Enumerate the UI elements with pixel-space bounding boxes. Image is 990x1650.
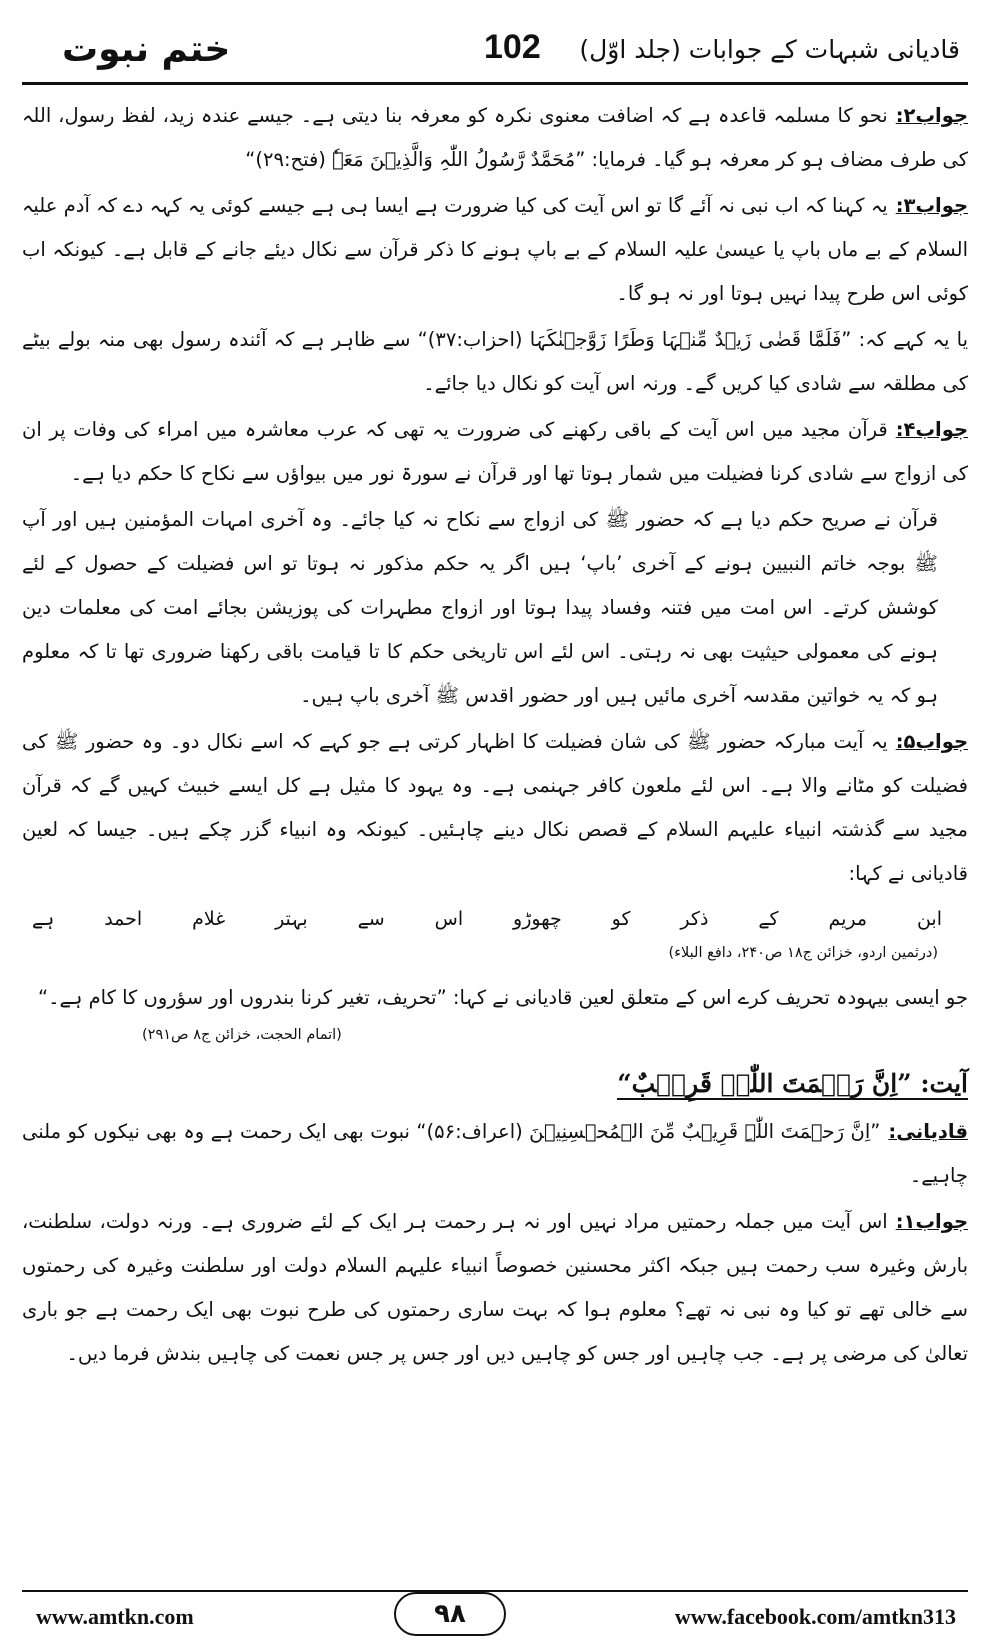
answer-1-text: اس آیت میں جملہ رحمتیں مراد نہیں اور نہ ہر رحمت ہر ایک کے لئے ضروری ہے۔ ورنہ دولت، سلطنت، بارش وغیرہ سب رحمت ہیں جبکہ اکثر محسنین خصوصاً انبیاء علیہم السلام دولت اور سلطنت وغیرہ کی رحمتوں سے خالی تھے تو کیا وہ نبی نہ تھے؟ معلوم ہوا کہ بہت ساری رحمتوں کی طرح نبوت بھی ایک رحمت ہے جو باری تعالیٰ کی مرضی پر ہے۔ جب چاہیں اور جس کو چاہیں دیں اور جس پر جس نعمت کی چاہیں بندش فرما دیں۔ [22, 1210, 968, 1365]
answer-1-label: جواب۱: [895, 1210, 968, 1233]
poem-word: اس [434, 908, 464, 930]
poem-word: سے [357, 908, 385, 930]
poem-verse [22, 898, 968, 940]
section-heading [22, 1058, 968, 1110]
qadiani-claim [22, 1110, 968, 1198]
website-link[interactable]: www.amtkn.com [36, 1604, 194, 1629]
header-rule [22, 82, 968, 85]
page-header [22, 18, 968, 80]
poem-word: ذکر [680, 908, 709, 930]
answer-2 [22, 94, 968, 182]
poem-word: احمد [104, 908, 143, 930]
qadiani-claim-text: ”اِنَّ رَحۡمَتَ اللّٰہِ قَرِیۡبٌ مِّنَ الۡمُحۡسِنِیۡنَ (اعراف:۵۶)“ نبوت بھی ایک رحمت ہے وہ بھی نیکوں کو ملنی چاہیے۔ [22, 1120, 968, 1187]
answer-5 [22, 720, 968, 896]
qadiani-claim-label: قادیانی: [888, 1120, 968, 1143]
answer-3-label: جواب۳: [895, 194, 968, 217]
poem-word: کے [758, 908, 779, 930]
poem-word: مریم [828, 908, 868, 930]
page-footer [22, 1598, 968, 1638]
page [22, 18, 968, 1630]
poem-word: چھوڑو [513, 908, 562, 930]
quote-paragraph [22, 976, 968, 1020]
page-badge: ۹۸ [394, 1592, 506, 1636]
answer-4-label: جواب۴: [895, 418, 968, 441]
poem-word: ابن [916, 908, 942, 930]
answer-4 [22, 408, 968, 496]
answer-3-continued [22, 318, 968, 406]
quote-paragraph-text: جو ایسی بیہودہ تحریف کرے اس کے متعلق لعین قادیانی نے کہا: ”تحریف، تغیر کرنا بندروں اور سؤروں کا کام ہے۔“ [38, 986, 968, 1009]
section-heading-text: آیت: ”اِنَّ رَحۡمَتَ اللّٰہِ قَرِیۡبٌ“ [617, 1069, 968, 1098]
answer-4-text: قرآن مجید میں اس آیت کے باقی رکھنے کی ضرورت یہ تھی کہ عرب معاشرہ میں امراء کی وفات پر ان کی ازواج سے شادی کرنا فضیلت میں شمار ہوتا تھا اور قرآن نے سورۃ نور میں بیواؤں سے نکاح کا حکم دیا ہے۔ [22, 418, 968, 485]
citation-itmam-ul-hujjat: (اتمام الحجت، خزائن ج۸ ص۲۹۱) [142, 1027, 342, 1043]
poem-word: بہتر [275, 908, 308, 930]
poem-word: ہے [32, 908, 55, 930]
answer-2-label: جواب۲: [895, 104, 968, 127]
citation-durr-e-sameen: (درثمین اردو، خزائن ج۱۸ ص۲۴۰، دافع البلاء) [668, 945, 938, 961]
answer-1 [22, 1200, 968, 1376]
brand-title: ختم نبوت [62, 28, 231, 70]
answer-2-text: نحو کا مسلمہ قاعدہ ہے کہ اضافت معنوی نکرہ کو معرفہ بنا دیتی ہے۔ جیسے عندہ زید، لفظ رسول، اللہ کی طرف مضاف ہو کر معرفہ ہو گیا۔ فرمایا: ”مُحَمَّدٌ رَّسُولُ اللّٰہِ وَالَّذِیۡنَ مَعَہٗ (فتح:۲۹)“ [22, 104, 968, 171]
page-number: 102 [484, 28, 541, 66]
facebook-link[interactable]: www.facebook.com/amtkn313 [674, 1604, 956, 1629]
book-title: قادیانی شبہات کے جوابات (جلد اوّل) [579, 34, 960, 64]
answer-3 [22, 184, 968, 316]
page-body [22, 94, 968, 1378]
poem-word: کو [611, 908, 631, 930]
footer-rule [22, 1590, 968, 1592]
answer-4-continued-text: قرآن نے صریح حکم دیا ہے کہ حضور ﷺ کی ازواج سے نکاح نہ کیا جائے۔ وہ آخری امہات المؤمنین ہیں اور آپ ﷺ بوجہ خاتم النبیین ہونے کے آخری ’باپ‘ ہیں اگر یہ حکم مذکور نہ ہوتا تو اس فضیلت کے حصول کے لئے کوشش کرتے۔ اس امت میں فتنہ وفساد پیدا ہوتا اور ازواج مطہرات کی پوزیشن بجائے امت کی معلمات دین ہونے کی معمولی حیثیت بھی نہ رہتی۔ اس لئے اس تاریخی حکم کا تا قیامت باقی رکھنا ضروری تھا تا کہ معلوم ہو کہ یہ خواتین مقدسہ آخری مائیں ہیں اور حضور اقدس ﷺ آخری باپ ہیں۔ [22, 508, 938, 707]
answer-5-text: یہ آیت مبارکہ حضور ﷺ کی شان فضیلت کا اظہار کرتی ہے جو کہے کہ اسے نکال دو۔ وہ حضور ﷺ کی فضیلت کو مٹانے والا ہے۔ اس لئے ملعون کافر جہنمی ہے۔ وہ یہود کا مثیل ہے کل ایسے خبیث کہیں گے کہ قرآن مجید سے گذشتہ انبیاء علیہم السلام کے قصص نکال دینے چاہئیں۔ کیونکہ وہ انبیاء گزر چکے ہیں۔ جیسا کہ لعین قادیانی نے کہا: [22, 730, 968, 885]
answer-4-continued [22, 498, 968, 718]
answer-3-continued-text: یا یہ کہے کہ: ”فَلَمَّا قَضٰی زَیۡدٌ مِّنۡہَا وَطَرًا زَوَّجۡنٰکَہَا (احزاب:۳۷)“ سے ظاہر ہے کہ آئندہ رسول بھی منہ بولے بیٹے کی مطلقہ سے شادی کیا کریں گے۔ ورنہ اس آیت کو نکال دیا جائے۔ [22, 328, 968, 395]
answer-5-label: جواب۵: [895, 730, 968, 753]
poem-word: غلام [192, 908, 226, 930]
answer-3-text: یہ کہنا کہ اب نبی نہ آئے گا تو اس آیت کی کیا ضرورت ہے ایسا ہی ہے جیسے کوئی یہ کہہ دے کہ آدم علیہ السلام کے بے ماں باپ یا عیسیٰ علیہ السلام کے بے باپ ہونے کا ذکر قرآن سے نکال دیئے جانے کے قابل ہے۔ کیونکہ اب کوئی اس طرح پیدا نہیں ہوتا اور نہ ہو گا۔ [22, 194, 968, 305]
